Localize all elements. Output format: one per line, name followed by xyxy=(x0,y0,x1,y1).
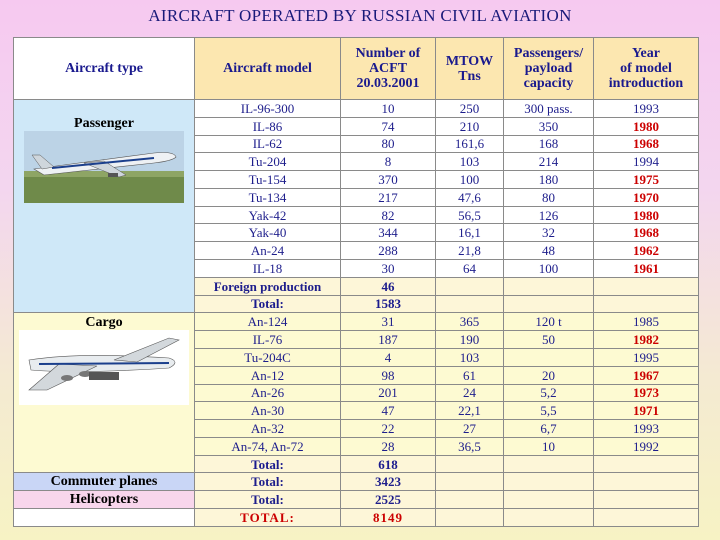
year-cell: 1975 xyxy=(594,171,699,189)
empty-cell xyxy=(594,508,699,526)
header-aircraft-model: Aircraft model xyxy=(195,38,341,100)
year-cell: 1971 xyxy=(594,402,699,420)
model-cell: Tu-134 xyxy=(195,188,341,206)
capacity-cell xyxy=(504,348,594,366)
year-cell: 1992 xyxy=(594,437,699,455)
cargo-total-count: 618 xyxy=(341,455,436,473)
model-cell: An-12 xyxy=(195,366,341,384)
header-year-introduction: Year of model introduction xyxy=(594,38,699,100)
model-cell: IL-18 xyxy=(195,260,341,278)
year-cell: 1994 xyxy=(594,153,699,171)
empty-cell xyxy=(436,473,504,491)
year-cell: 1967 xyxy=(594,366,699,384)
year-cell: 1993 xyxy=(594,100,699,118)
model-cell: Yak-42 xyxy=(195,206,341,224)
mtow-cell: 103 xyxy=(436,348,504,366)
mtow-cell: 64 xyxy=(436,260,504,278)
empty-cell xyxy=(594,277,699,295)
empty-cell xyxy=(594,455,699,473)
empty-cell xyxy=(594,295,699,313)
empty-cell xyxy=(436,508,504,526)
foreign-production-label: Foreign production xyxy=(195,277,341,295)
commuter-total-count: 3423 xyxy=(341,473,436,491)
count-cell: 47 xyxy=(341,402,436,420)
grand-total-label: TOTAL: xyxy=(195,508,341,526)
model-cell: IL-76 xyxy=(195,331,341,349)
mtow-cell: 27 xyxy=(436,420,504,438)
year-cell: 1968 xyxy=(594,135,699,153)
passenger-plane-image xyxy=(24,131,184,203)
mtow-cell: 36,5 xyxy=(436,437,504,455)
capacity-cell: 5,2 xyxy=(504,384,594,402)
year-cell: 1961 xyxy=(594,260,699,278)
model-cell: IL-86 xyxy=(195,117,341,135)
model-cell: IL-62 xyxy=(195,135,341,153)
capacity-cell: 100 xyxy=(504,260,594,278)
mtow-cell: 161,6 xyxy=(436,135,504,153)
model-cell: IL-96-300 xyxy=(195,100,341,118)
year-cell: 1995 xyxy=(594,348,699,366)
count-cell: 80 xyxy=(341,135,436,153)
count-cell: 344 xyxy=(341,224,436,242)
mtow-cell: 100 xyxy=(436,171,504,189)
capacity-cell: 180 xyxy=(504,171,594,189)
empty-cell xyxy=(504,295,594,313)
mtow-cell: 56,5 xyxy=(436,206,504,224)
capacity-cell: 10 xyxy=(504,437,594,455)
count-cell: 28 xyxy=(341,437,436,455)
count-cell: 8 xyxy=(341,153,436,171)
count-cell: 22 xyxy=(341,420,436,438)
mtow-cell: 210 xyxy=(436,117,504,135)
year-cell: 1993 xyxy=(594,420,699,438)
helicopters-total-count: 2525 xyxy=(341,491,436,509)
cargo-total-label: Total: xyxy=(195,455,341,473)
cargo-label: Cargo xyxy=(85,315,123,331)
cargo-row xyxy=(14,313,699,331)
capacity-cell: 126 xyxy=(504,206,594,224)
model-cell: An-32 xyxy=(195,420,341,438)
count-cell: 370 xyxy=(341,171,436,189)
year-cell: 1970 xyxy=(594,188,699,206)
mtow-cell: 47,6 xyxy=(436,188,504,206)
mtow-cell: 365 xyxy=(436,313,504,331)
helicopters-total-label: Total: xyxy=(195,491,341,509)
capacity-cell: 350 xyxy=(504,117,594,135)
passenger-total-count: 1583 xyxy=(341,295,436,313)
count-cell: 201 xyxy=(341,384,436,402)
empty-cell xyxy=(14,508,195,526)
commuter-row xyxy=(14,473,699,491)
mtow-cell: 22,1 xyxy=(436,402,504,420)
helicopters-row xyxy=(14,491,699,509)
year-cell: 1962 xyxy=(594,242,699,260)
empty-cell xyxy=(436,491,504,509)
mtow-cell: 21,8 xyxy=(436,242,504,260)
mtow-cell: 250 xyxy=(436,100,504,118)
aircraft-table xyxy=(13,37,699,527)
count-cell: 31 xyxy=(341,313,436,331)
empty-cell xyxy=(504,491,594,509)
count-cell: 4 xyxy=(341,348,436,366)
passenger-total-label: Total: xyxy=(195,295,341,313)
empty-cell xyxy=(436,455,504,473)
empty-cell xyxy=(504,473,594,491)
mtow-cell: 103 xyxy=(436,153,504,171)
count-cell: 82 xyxy=(341,206,436,224)
count-cell: 98 xyxy=(341,366,436,384)
capacity-cell: 5,5 xyxy=(504,402,594,420)
count-cell: 30 xyxy=(341,260,436,278)
count-cell: 217 xyxy=(341,188,436,206)
model-cell: An-24 xyxy=(195,242,341,260)
header-row xyxy=(14,38,699,100)
empty-cell xyxy=(504,508,594,526)
year-cell: 1980 xyxy=(594,117,699,135)
capacity-cell: 20 xyxy=(504,366,594,384)
cargo-type-cell xyxy=(14,313,195,473)
passenger-type-cell xyxy=(14,100,195,313)
grand-total-row xyxy=(14,508,699,526)
passenger-label: Passenger xyxy=(74,116,134,131)
count-cell: 74 xyxy=(341,117,436,135)
count-cell: 187 xyxy=(341,331,436,349)
header-passengers-payload: Passengers/ payload capacity xyxy=(504,38,594,100)
empty-cell xyxy=(594,491,699,509)
year-cell: 1980 xyxy=(594,206,699,224)
count-cell: 288 xyxy=(341,242,436,260)
empty-cell xyxy=(504,455,594,473)
grand-total-count: 8149 xyxy=(341,508,436,526)
page-title: AIRCRAFT OPERATED BY RUSSIAN CIVIL AVIATION xyxy=(148,6,572,25)
empty-cell xyxy=(594,473,699,491)
capacity-cell: 120 t xyxy=(504,313,594,331)
capacity-cell: 80 xyxy=(504,188,594,206)
capacity-cell: 50 xyxy=(504,331,594,349)
cargo-plane-image xyxy=(19,330,189,405)
commuter-label: Commuter planes xyxy=(14,473,195,491)
year-cell: 1968 xyxy=(594,224,699,242)
header-mtow: MTOW Tns xyxy=(436,38,504,100)
mtow-cell: 16,1 xyxy=(436,224,504,242)
model-cell: Tu-204 xyxy=(195,153,341,171)
model-cell: Tu-154 xyxy=(195,171,341,189)
model-cell: Yak-40 xyxy=(195,224,341,242)
mtow-cell: 24 xyxy=(436,384,504,402)
header-aircraft-type: Aircraft type xyxy=(14,38,195,100)
capacity-cell: 300 pass. xyxy=(504,100,594,118)
year-cell: 1973 xyxy=(594,384,699,402)
empty-cell xyxy=(504,277,594,295)
header-number-of-acft: Number of ACFT 20.03.2001 xyxy=(341,38,436,100)
model-cell: An-30 xyxy=(195,402,341,420)
capacity-cell: 32 xyxy=(504,224,594,242)
helicopters-label: Helicopters xyxy=(14,491,195,509)
empty-cell xyxy=(436,295,504,313)
mtow-cell: 190 xyxy=(436,331,504,349)
model-cell: Tu-204C xyxy=(195,348,341,366)
mtow-cell: 61 xyxy=(436,366,504,384)
commuter-total-label: Total: xyxy=(195,473,341,491)
capacity-cell: 6,7 xyxy=(504,420,594,438)
count-cell: 10 xyxy=(341,100,436,118)
foreign-production-count: 46 xyxy=(341,277,436,295)
passenger-row xyxy=(14,100,699,118)
capacity-cell: 168 xyxy=(504,135,594,153)
model-cell: An-74, An-72 xyxy=(195,437,341,455)
model-cell: An-26 xyxy=(195,384,341,402)
capacity-cell: 214 xyxy=(504,153,594,171)
model-cell: An-124 xyxy=(195,313,341,331)
year-cell: 1982 xyxy=(594,331,699,349)
capacity-cell: 48 xyxy=(504,242,594,260)
year-cell: 1985 xyxy=(594,313,699,331)
empty-cell xyxy=(436,277,504,295)
